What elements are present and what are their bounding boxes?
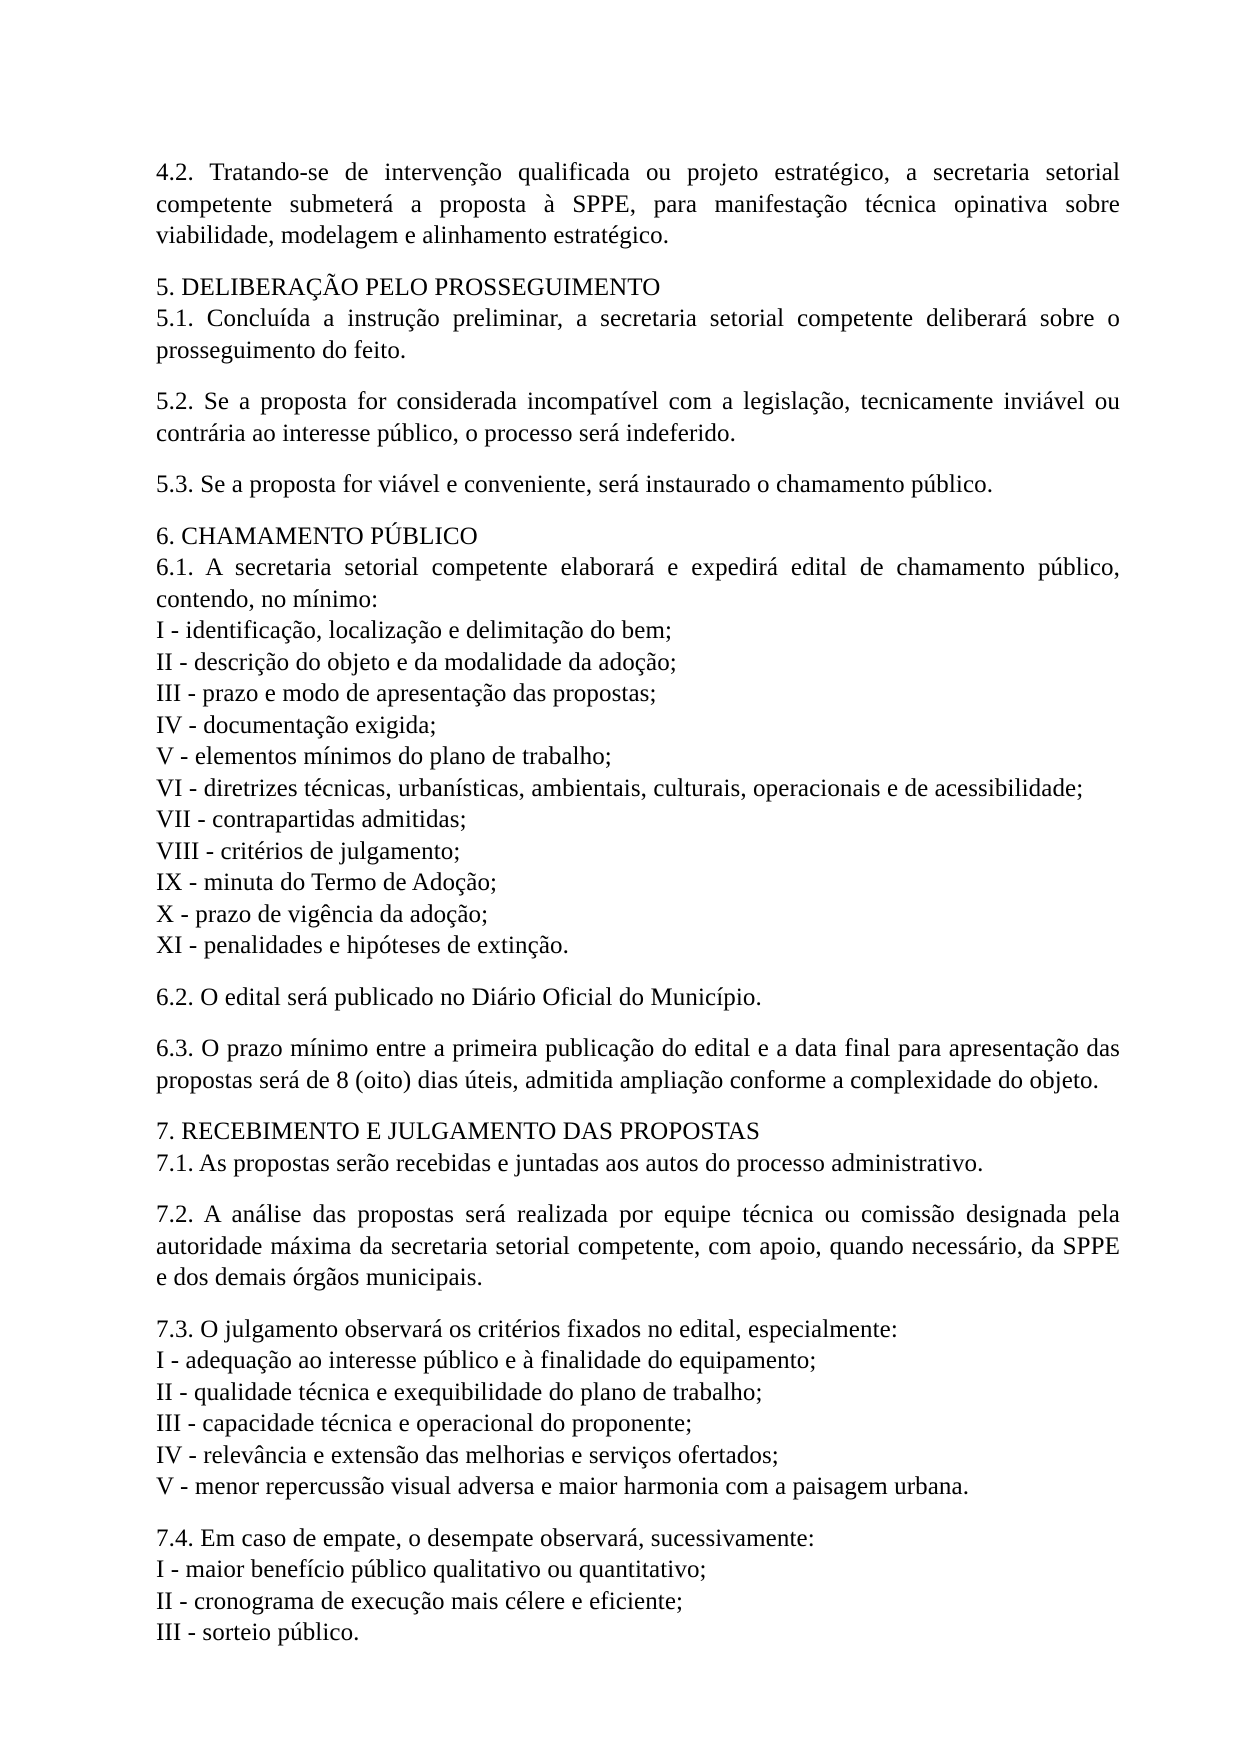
- paragraph: 5.3. Se a proposta for viável e conveniente, será instaurado o chamamento público.: [156, 471, 994, 498]
- paragraph: 5.1. Concluída a instrução preliminar, a secretaria setorial competente deliberará sobre o prosseguimento do feito.: [156, 305, 1120, 364]
- clause-5-3: [156, 469, 1120, 501]
- list-item: IV - relevância e extensão das melhorias e serviços ofertados;: [156, 1441, 779, 1469]
- section-6-chamamento-publico: [156, 521, 1120, 962]
- paragraph: 6.2. O edital será publicado no Diário Oficial do Município.: [156, 983, 762, 1011]
- list-item: III - capacidade técnica e operacional do proponente;: [156, 1410, 693, 1437]
- list-item: XI - penalidades e hipóteses de extinção.: [156, 932, 569, 959]
- list-item: I - adequação ao interesse público e à finalidade do equipamento;: [156, 1347, 817, 1374]
- section-5-deliberacao: [156, 272, 1120, 367]
- list-item: VI - diretrizes técnicas, urbanísticas, ambientais, culturais, operacionais e de acessibilidade;: [156, 774, 1084, 802]
- section-heading: 5. DELIBERAÇÃO PELO PROSSEGUIMENTO: [156, 273, 661, 301]
- paragraph: 4.2. Tratando-se de intervenção qualificada ou projeto estratégico, a secretaria setorial competente submeterá a proposta à SPPE, para manifestação técnica opinativa sobre viabilidade, modelagem e alinhamento estratégico.: [156, 159, 1120, 249]
- clause-6-3: [156, 1033, 1120, 1096]
- list-item: IX - minuta do Termo de Adoção;: [156, 869, 498, 896]
- list-item: VII - contrapartidas admitidas;: [156, 806, 467, 833]
- clause-7-4: [156, 1523, 1120, 1649]
- list-item: II - descrição do objeto e da modalidade da adoção;: [156, 648, 677, 676]
- paragraph: 7.1. As propostas serão recebidas e juntadas aos autos do processo administrativo.: [156, 1149, 984, 1177]
- section-heading: 6. CHAMAMENTO PÚBLICO: [156, 522, 478, 550]
- paragraph: 7.4. Em caso de empate, o desempate observará, sucessivamente:: [156, 1524, 815, 1552]
- section-heading: 7. RECEBIMENTO E JULGAMENTO DAS PROPOSTAS: [156, 1118, 761, 1145]
- list-item: X - prazo de vigência da adoção;: [156, 900, 489, 928]
- list-item: II - cronograma de execução mais célere e eficiente;: [156, 1587, 684, 1615]
- clause-6-2: [156, 982, 1120, 1014]
- paragraph: 6.3. O prazo mínimo entre a primeira publicação do edital e a data final para apresentação das propostas será de 8 (oito) dias úteis, admitida ampliação conforme a complexidade do objeto.: [156, 1035, 1120, 1094]
- clause-7-3: [156, 1314, 1120, 1503]
- list-item: VIII - critérios de julgamento;: [156, 837, 461, 865]
- list-item: V - elementos mínimos do plano de trabalho;: [156, 743, 612, 770]
- list-item: II - qualidade técnica e exequibilidade do plano de trabalho;: [156, 1378, 763, 1406]
- clause-7-2: [156, 1199, 1120, 1294]
- section-7-recebimento-julgamento: [156, 1116, 1120, 1179]
- list-item: I - identificação, localização e delimitação do bem;: [156, 617, 673, 644]
- list-item: I - maior benefício público qualitativo ou quantitativo;: [156, 1556, 707, 1583]
- clause-5-2: [156, 386, 1120, 449]
- paragraph: 7.2. A análise das propostas será realizada por equipe técnica ou comissão designada pela autoridade máxima da secretaria setorial competente, com apoio, quando necessário, da SPPE e dos demais órgãos municipais.: [156, 1201, 1120, 1291]
- list-item: IV - documentação exigida;: [156, 711, 437, 739]
- paragraph: 7.3. O julgamento observará os critérios fixados no edital, especialmente:: [156, 1315, 898, 1343]
- list-item: III - prazo e modo de apresentação das propostas;: [156, 680, 657, 707]
- paragraph: 6.1. A secretaria setorial competente elaborará e expedirá edital de chamamento público, contendo, no mínimo:: [156, 554, 1120, 613]
- paragraph: 5.2. Se a proposta for considerada incompatível com a legislação, tecnicamente inviável ou contrária ao interesse público, o processo será indeferido.: [156, 388, 1120, 447]
- document-content: [156, 157, 1120, 1649]
- list-item: V - menor repercussão visual adversa e maior harmonia com a paisagem urbana.: [156, 1473, 970, 1500]
- list-item: III - sorteio público.: [156, 1619, 360, 1646]
- clause-4-2: [156, 157, 1120, 252]
